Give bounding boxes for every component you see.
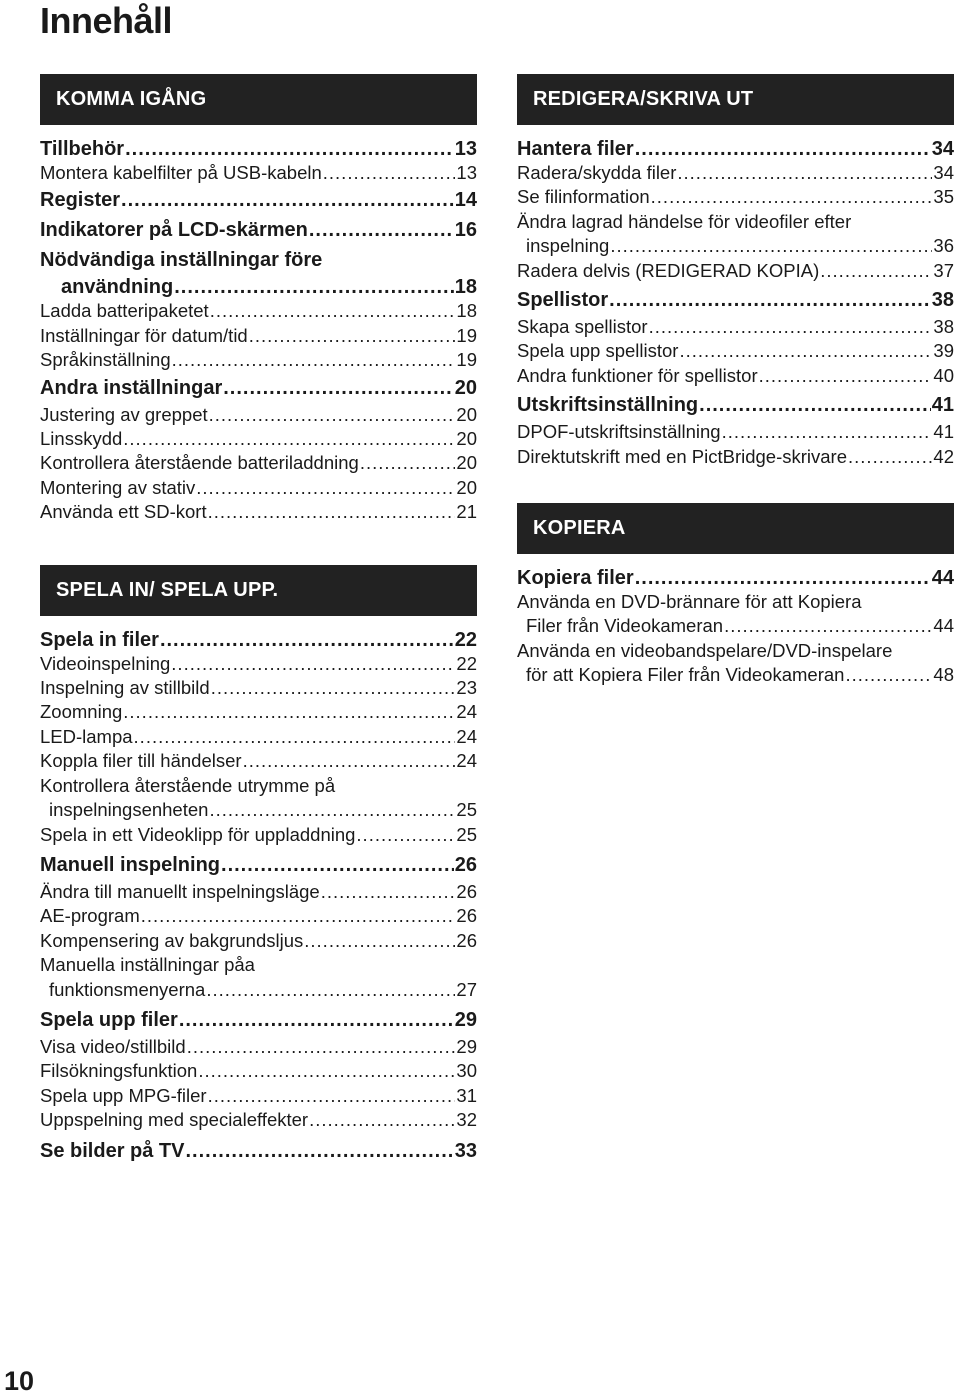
toc-entry[interactable]: Spela upp filer ..... 29	[40, 1005, 477, 1035]
toc-entry[interactable]: Radera delvis (REDIGERAD KOPIA) ..... 37	[517, 259, 954, 283]
toc-entry[interactable]: Montering av stativ ..... 20	[40, 476, 477, 500]
toc-entry[interactable]: Uppspelning med specialeffekter ..... 32	[40, 1108, 477, 1132]
toc-entry[interactable]: Använda ett SD-kort ..... 21	[40, 500, 477, 524]
toc-entry[interactable]: Linsskydd ..... 20	[40, 427, 477, 451]
section-spela-in	[40, 616, 477, 1166]
toc-entry[interactable]: Visa video/stillbild ..... 29	[40, 1035, 477, 1059]
toc-entry[interactable]: Indikatorer på LCD-skärmen ..... 16	[40, 215, 477, 245]
toc-entry[interactable]: Spela in filer ..... 22	[40, 628, 477, 652]
toc-entry[interactable]: inspelningsenheten ..... 25	[40, 798, 477, 822]
toc-entry[interactable]: Filsökningsfunktion ..... 30	[40, 1059, 477, 1083]
toc-right-column	[517, 74, 954, 688]
toc-entry[interactable]: LED-lampa ..... 24	[40, 725, 477, 749]
toc-entry[interactable]: Direktutskrift med en PictBridge-skrivare ..... 42	[517, 445, 954, 469]
toc-entry[interactable]: Skapa spellistor ..... 38	[517, 315, 954, 339]
toc-entry[interactable]: Koppla filer till händelser ..... 24	[40, 749, 477, 773]
toc-entry[interactable]: Register ..... 14	[40, 185, 477, 215]
toc-entry[interactable]: Inspelning av stillbild ..... 23	[40, 676, 477, 700]
toc-entry[interactable]: Spellistor ..... 38	[517, 285, 954, 315]
toc-entry[interactable]: Kontrollera återstående batteriladdning ..... 20	[40, 451, 477, 475]
toc-entry[interactable]: Se filinformation ..... 35	[517, 185, 954, 209]
toc-entry[interactable]: Spela in ett Videoklipp för uppladdning ..... 25	[40, 823, 477, 847]
toc-entry[interactable]: Montera kabelfilter på USB-kabeln ..... 13	[40, 161, 477, 185]
toc-entry[interactable]: Justering av greppet ..... 20	[40, 403, 477, 427]
toc-entry[interactable]: Språkinställning ..... 19	[40, 348, 477, 372]
toc-entry[interactable]: Hantera filer ..... 34	[517, 137, 954, 161]
toc-entry[interactable]: för att Kopiera Filer från Videokameran ..... 48	[517, 663, 954, 687]
toc-entry[interactable]: DPOF-utskriftsinställning ..... 41	[517, 420, 954, 444]
toc-entry[interactable]: Manuell inspelning ..... 26	[40, 850, 477, 880]
toc-entry[interactable]: Ändra till manuellt inspelningsläge ..... 26	[40, 880, 477, 904]
toc-entry-line: Använda en DVD-brännare för att Kopiera	[517, 591, 862, 613]
section-header-kopiera: KOPIERA	[517, 503, 954, 554]
section-header-redigera: REDIGERA/SKRIVA UT	[517, 74, 954, 125]
toc-entry-line: Nödvändiga inställningar före	[40, 249, 323, 272]
toc-entry[interactable]: AE-program ..... 26	[40, 904, 477, 928]
toc-entry-line: Använda en videobandspelare/DVD-inspelare	[517, 639, 893, 661]
section-header-spela-in: SPELA IN/ SPELA UPP.	[40, 565, 477, 616]
section-komma-igang	[40, 125, 477, 525]
toc-entry[interactable]: inspelning ..... 36	[517, 234, 954, 258]
toc-entry[interactable]: Spela upp MPG-filer ..... 31	[40, 1084, 477, 1108]
toc-entry-line: Kontrollera återstående utrymme på	[40, 774, 336, 796]
section-kopiera	[517, 554, 954, 688]
toc-entry[interactable]: Radera/skydda filer ..... 34	[517, 161, 954, 185]
toc-entry[interactable]: Inställningar för datum/tid ..... 19	[40, 324, 477, 348]
page-title: Innehåll	[40, 0, 173, 41]
toc-entry[interactable]: Videoinspelning ..... 22	[40, 652, 477, 676]
toc-entry[interactable]: användning ..... 18	[40, 275, 477, 299]
toc-entry[interactable]: funktionsmenyerna ..... 27	[40, 978, 477, 1002]
toc-entry[interactable]: Kompensering av bakgrundsljus ..... 26	[40, 929, 477, 953]
toc-entry[interactable]: Ladda batteripaketet ..... 18	[40, 299, 477, 323]
toc-entry[interactable]: Andra funktioner för spellistor ..... 40	[517, 364, 954, 388]
toc-entry[interactable]: Filer från Videokameran ..... 44	[517, 614, 954, 638]
toc-entry[interactable]: Utskriftsinställning ..... 41	[517, 390, 954, 420]
toc-entry[interactable]: Spela upp spellistor ..... 39	[517, 339, 954, 363]
toc-entry-line: Manuella inställningar påa	[40, 954, 255, 976]
page-number: 10	[4, 1366, 35, 1396]
toc-left-column	[40, 74, 477, 1166]
toc-entry[interactable]: Zoomning ..... 24	[40, 700, 477, 724]
toc-entry[interactable]: Tillbehör ..... 13	[40, 137, 477, 161]
toc-entry[interactable]: Kopiera filer ..... 44	[517, 566, 954, 590]
section-redigera	[517, 125, 954, 469]
toc-entry[interactable]: Se bilder på TV ..... 33	[40, 1136, 477, 1166]
toc-entry-line: Ändra lagrad händelse för videofiler efter	[517, 210, 852, 232]
section-header-komma-igang: KOMMA IGÅNG	[40, 74, 477, 125]
toc-entry[interactable]: Andra inställningar ..... 20	[40, 373, 477, 403]
